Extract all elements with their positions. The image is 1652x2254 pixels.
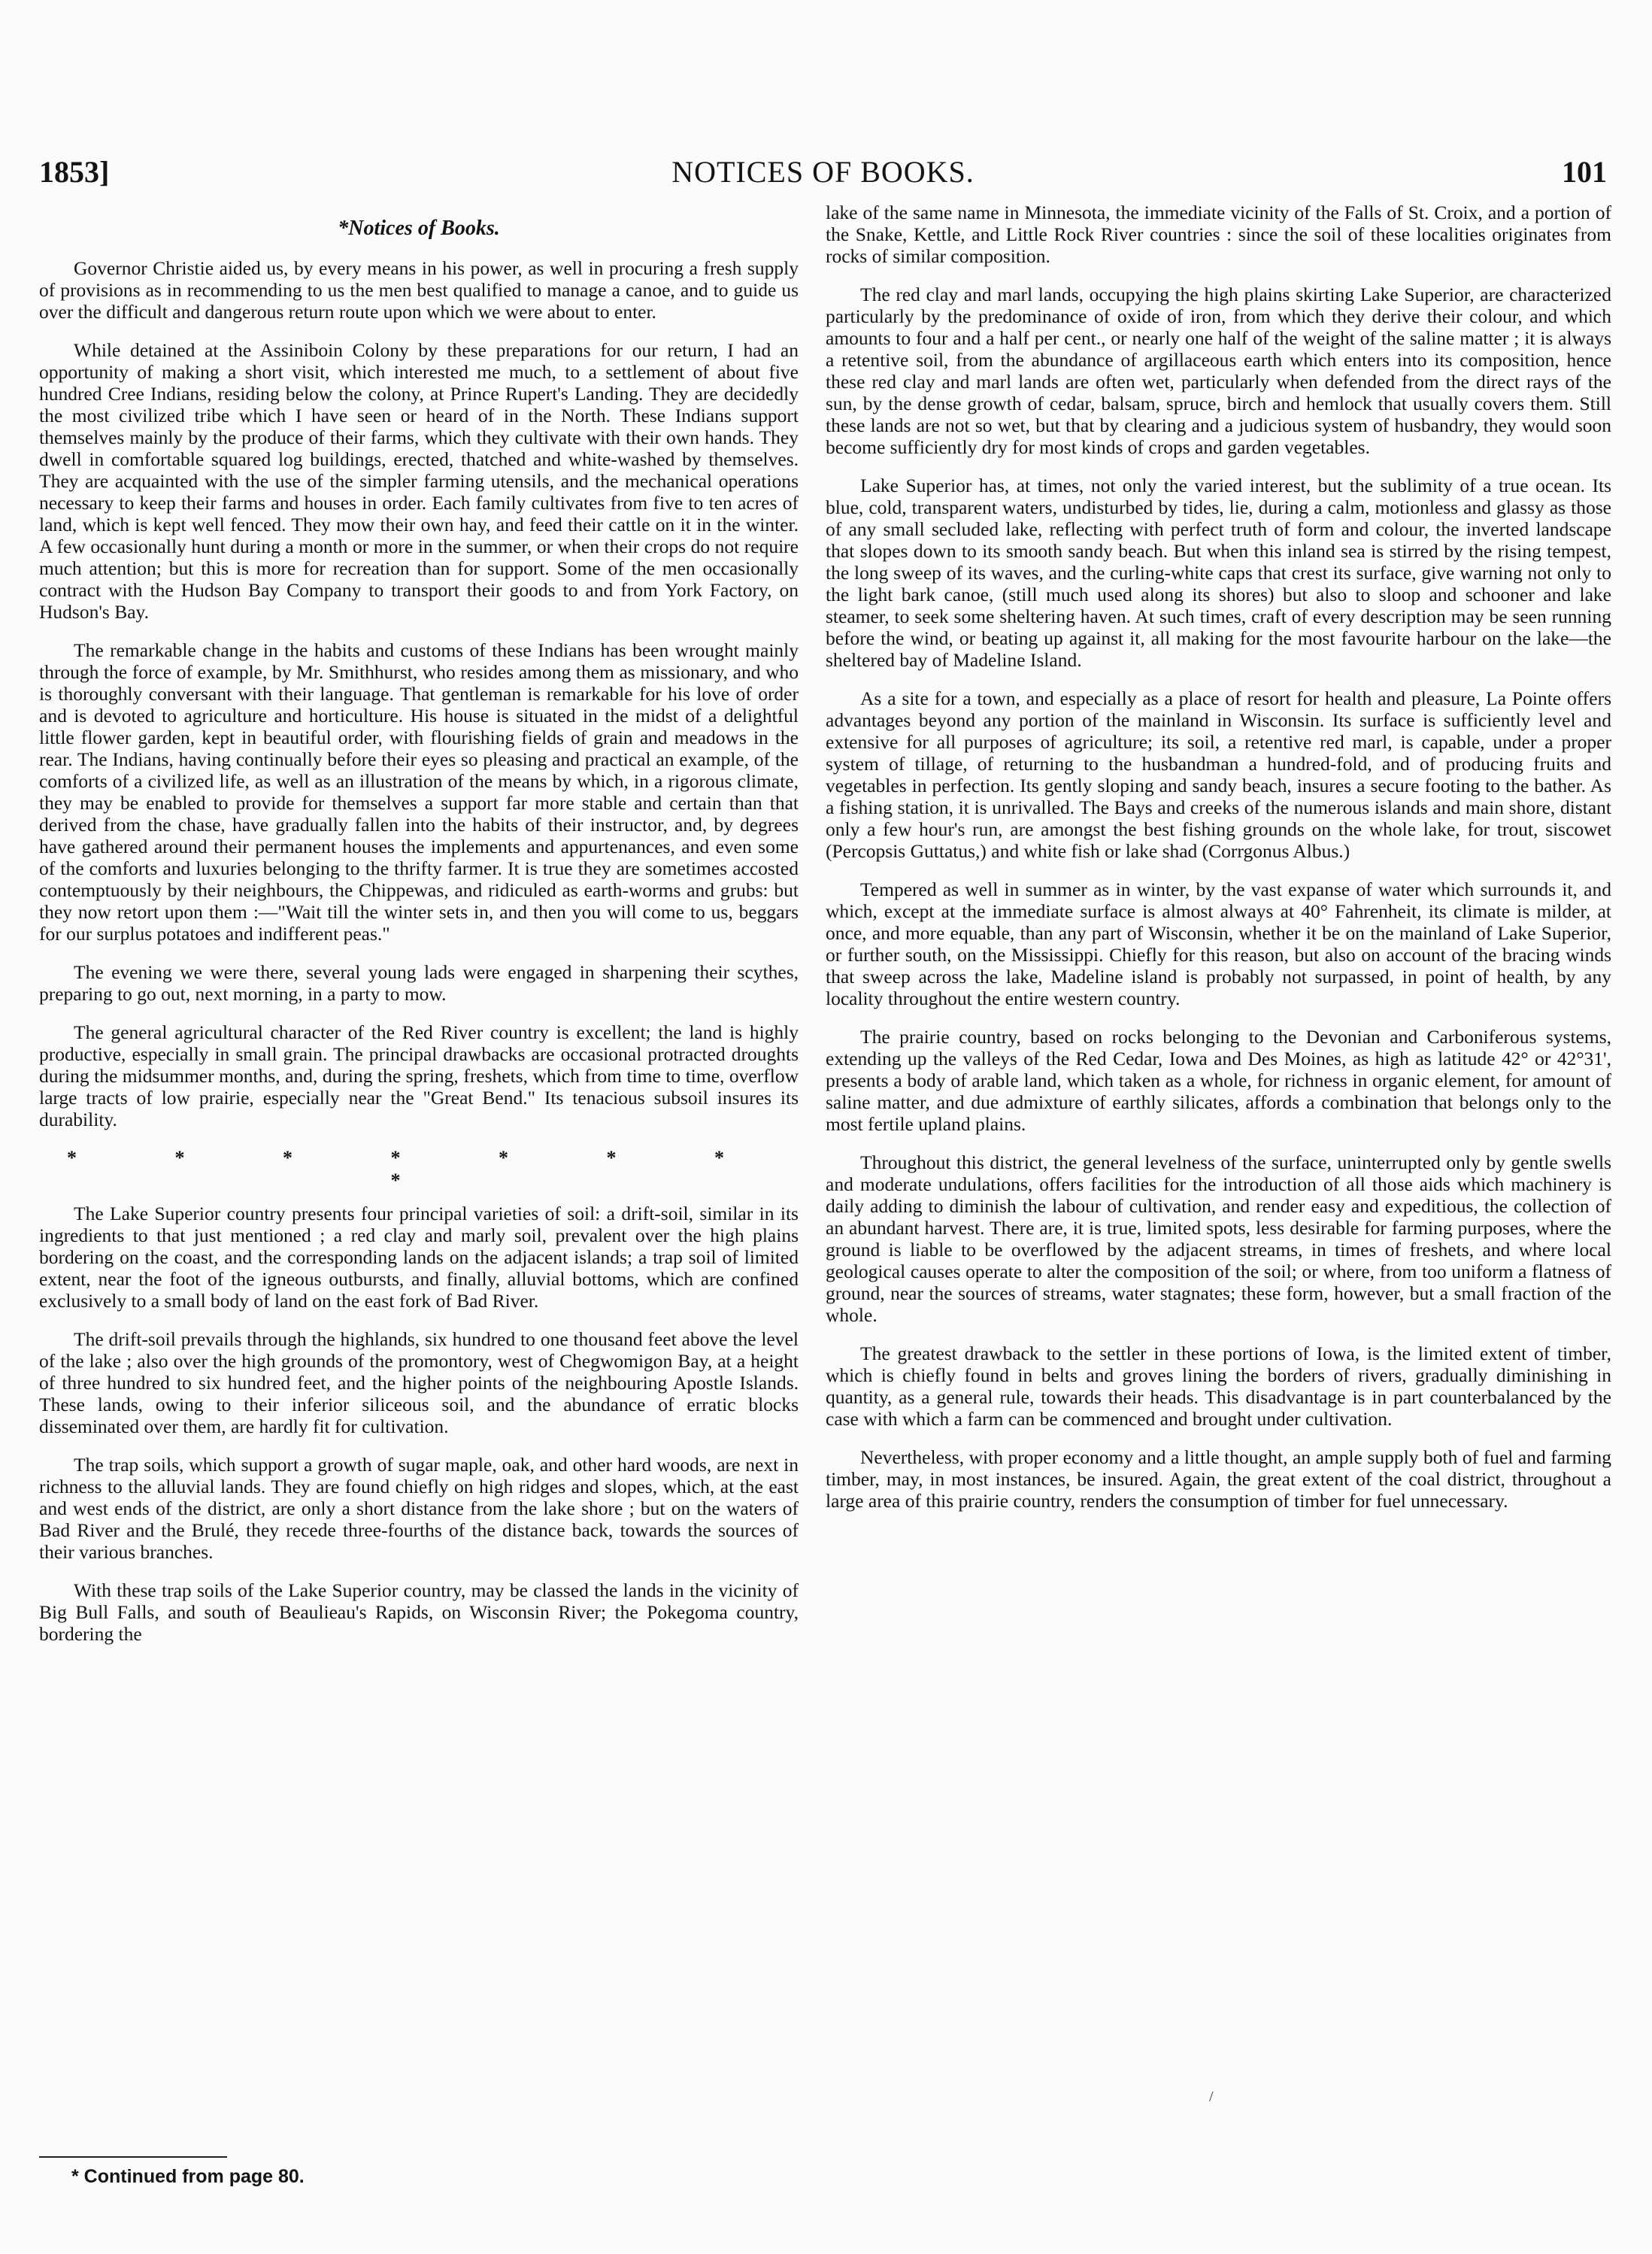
right-column [826,202,1611,2187]
section-heading: *Notices of Books. [338,217,500,240]
paragraph: The Lake Superior country presents four principal varieties of soil: a drift-soil, similar in its ingredients to that just mentioned ; a red clay and marly soil, prevalent over the high plains bordering on the coast, and the corresponding lands on the adjacent islands; a trap soil of limited extent, near the foot of the igneous outbursts, and finally, alluvial bottoms, which are confined exclusively to a small body of land on the east fork of Bad River. [39,1203,799,1312]
paragraph: The evening we were there, several young lads were engaged in sharpening their scythes, preparing to go out, next morning, in a party to mow. [39,961,799,1005]
paragraph: The drift-soil prevails through the highlands, six hundred to one thousand feet above the level of the lake ; also over the high grounds of the promontory, west of Chegwomigon Bay, at a height of three hundred to six hundred feet, and the higher points of the neighbouring Apostle Islands. These lands, owing to their inferior siliceous soil, and the abundance of erratic blocks disseminated over them, are hardly fit for cultivation. [39,1328,799,1437]
header-year: 1853] [39,155,110,189]
running-header [39,154,1607,199]
stray-mark: / [1209,2089,1214,2105]
paragraph: Lake Superior has, at times, not only the varied interest, but the sublimity of a true ocean. Its blue, cold, transparent waters, undisturbed by tides, lie, during a calm, motionless and glassy as those of any small secluded lake, reflecting with perfect truth of form and colour, the inverted landscape that slopes down to its smooth sandy beach. But when this inland sea is stirred by the rising tempest, the long sweep of its waves, and the curling-white caps that crest its surface, give warning not only to the light bark canoe, (still much used along its shores) but also to sloop and schooner and lake steamer, to seek some sheltering haven. At such times, craft of every description may be seen running before the wind, or beating up against it, all making for the most favourite harbour on the lake—the sheltered bay of Madeline Island. [826,475,1611,671]
paragraph: Governor Christie aided us, by every means in his power, as well in procuring a fresh supply of provisions as in recommending to us the men best qualified to manage a canoe, and to guide us over the difficult and dangerous return route upon which we were about to enter. [39,257,799,323]
paragraph: While detained at the Assiniboin Colony by these preparations for our return, I had an opportunity of making a short visit, which interested me much, to a settlement of about five hundred Cree Indians, residing below the colony, at Prince Rupert's Landing. They are decidedly the most civilized tribe which I have seen or heard of in the North. These Indians support themselves mainly by the produce of their farms, which they cultivate with their own hands. They dwell in comfortable squared log buildings, erected, thatched and white-washed by themselves. They are acquainted with the use of the simpler farming utensils, and the mechanical operations necessary to keep their farms and houses in order. Each family cultivates from five to ten acres of land, which is kept well fenced. They mow their own hay, and feed their cattle on it in the winter. A few occasionally hunt during a month or more in the summer, or when their crops do not require much attention; but this is more for recreation than for support. Some of the men occasionally contract with the Hudson Bay Company to transport their goods to and from York Factory, on Hudson's Bay. [39,339,799,623]
page-number: 101 [1562,155,1607,189]
paragraph: As a site for a town, and especially as a place of resort for health and pleasure, La Pointe offers advantages beyond any portion of the mainland in Wisconsin. Its surface is sufficiently level and extensive for all purposes of agriculture; its soil, a retentive red marl, is capable, under a proper system of tillage, of returning to the husbandman a hundred-fold, and of producing fruits and vegetables in perfection. Its gently sloping and sandy beach, insures a secure footing to the bather. As a fishing station, it is unrivalled. The Bays and creeks of the numerous islands and main shore, distant only a few hour's run, are amongst the best fishing grounds on the whole lake, for trout, siscowet (Percopsis Guttatus,) and white fish or lake shad (Corrgonus Albus.) [826,687,1611,862]
paragraph: The remarkable change in the habits and customs of these Indians has been wrought mainly through the force of example, by Mr. Smithhurst, who resides among them as missionary, and who is thoroughly conversant with their language. That gentleman is remarkable for his love of order and is devoted to agriculture and horticulture. His house is situated in the midst of a delightful little flower garden, kept in beautiful order, with flourishing fields of grain and meadows in the rear. The Indians, having continually before their eyes so pleasing and practical an example, of the comforts of a civilized life, as well as an illustration of the means by which, in a rigorous climate, they may be enabled to provide for themselves a support far more stable and certain than that derived from the chase, have gradually fallen into the habits of their instructor, and, by degrees have gathered around their permanent houses the implements and appurtenances, and even some of the comforts and luxuries belonging to the thrifty farmer. It is true they are sometimes accosted contemptuously by their neighbours, the Chippewas, and ridiculed as earth-worms and grubs: but they now retort upon them :—"Wait till the winter sets in, and then you will come to us, beggars for our surplus potatoes and indifferent peas." [39,639,799,945]
paragraph: Throughout this district, the general levelness of the surface, uninterrupted only by gentle swells and moderate undulations, offers facilities for the introduction of all those aids which machinery is daily adding to diminish the labour of cultivation, and render easy and expeditious, the collection of an abundant harvest. There are, it is true, limited spots, less desirable for farming purposes, where the ground is liable to be overflowed by the adjacent streams, in times of freshets, and where local geological causes operate to alter the composition of the soil; or where, from too uniform a flatness of ground, near the sources of streams, water stagnates; these form, however, but a small fraction of the whole. [826,1151,1611,1326]
paragraph: With these trap soils of the Lake Superior country, may be classed the lands in the vicinity of Big Bull Falls, and south of Beaulieau's Rapids, on Wisconsin River; the Pokegoma country, bordering the [39,1579,799,1645]
paragraph: The general agricultural character of the Red River country is excellent; the land is highly productive, especially in small grain. The principal drawbacks are occasional protracted droughts during the midsummer months, and, during the spring, freshets, which from time to time, overflow large tracts of low prairie, especially near the "Great Bend." Its tenacious subsoil insures its durability. [39,1021,799,1130]
section-separator: * * * * * * * * [67,1147,771,1191]
paragraph: The prairie country, based on rocks belonging to the Devonian and Carboniferous systems, extending up the valleys of the Red Cedar, Iowa and Des Moines, as high as latitude 42° or 42°31', presents a body of arable land, which taken as a whole, for richness in organic element, for amount of saline matter, and due admixture of earthly silicates, affords a combination that belongs only to the most fertile upland plains. [826,1026,1611,1135]
paragraph: The trap soils, which support a growth of sugar maple, oak, and other hard woods, are next in richness to the alluvial lands. They are found chiefly on high ridges and slopes, which, at the east and west ends of the district, are only a short distance from the lake shore ; but on the waters of Bad River and the Brulé, they recede three-fourths of the distance back, towards the sources of their various branches. [39,1454,799,1563]
paragraph: The red clay and marl lands, occupying the high plains skirting Lake Superior, are characterized particularly by the predominance of oxide of iron, from which they derive their colour, and which amounts to four and a half per cent., or nearly one half of the weight of the saline matter ; it is always a retentive soil, from the abundance of argillaceous earth which enters into its composition, hence these red clay and marl lands are often wet, particularly when defended from the direct rays of the sun, by the dense growth of cedar, balsam, spruce, birch and hemlock that usually covers them. Still these lands are not so wet, but that by clearing and a judicious system of husbandry, they would soon become sufficiently dry for most kinds of crops and garden vegetables. [826,284,1611,458]
paragraph-continued: lake of the same name in Minnesota, the immediate vicinity of the Falls of St. Croix, and a portion of the Snake, Kettle, and Little Rock River countries : since the soil of these localities originates from rocks of similar composition. [826,202,1611,267]
footnote-rule [39,2156,227,2158]
header-title: NOTICES OF BOOKS. [671,155,975,189]
paragraph: The greatest drawback to the settler in these portions of Iowa, is the limited extent of timber, which is chiefly found in belts and groves lining the borders of rivers, gradually diminishing in quantity, as a general rule, towards their heads. This disadvantage is in part counterbalanced by the case with which a farm can be commenced and brought under cultivation. [826,1342,1611,1430]
paragraph: Nevertheless, with proper economy and a little thought, an ample supply both of fuel and farming timber, may, in most instances, be insured. Again, the great extent of the coal district, throughout a large area of this prairie country, renders the consumption of timber for fuel unnecessary. [826,1446,1611,1512]
left-column [39,202,799,2138]
paragraph: Tempered as well in summer as in winter, by the vast expanse of water which surrounds it, and which, except at the immediate surface is almost always at 40° Fahrenheit, its climate is milder, at once, and more equable, than any part of Wisconsin, whether it be on the mainland of Lake Superior, or further south, on the Mississippi. Chiefly for this reason, but also on account of the bracing winds that sweep across the lake, Madeline island is probably not surpassed, in point of health, by any locality throughout the entire western country. [826,878,1611,1009]
footnote: * Continued from page 80. [71,2166,305,2187]
